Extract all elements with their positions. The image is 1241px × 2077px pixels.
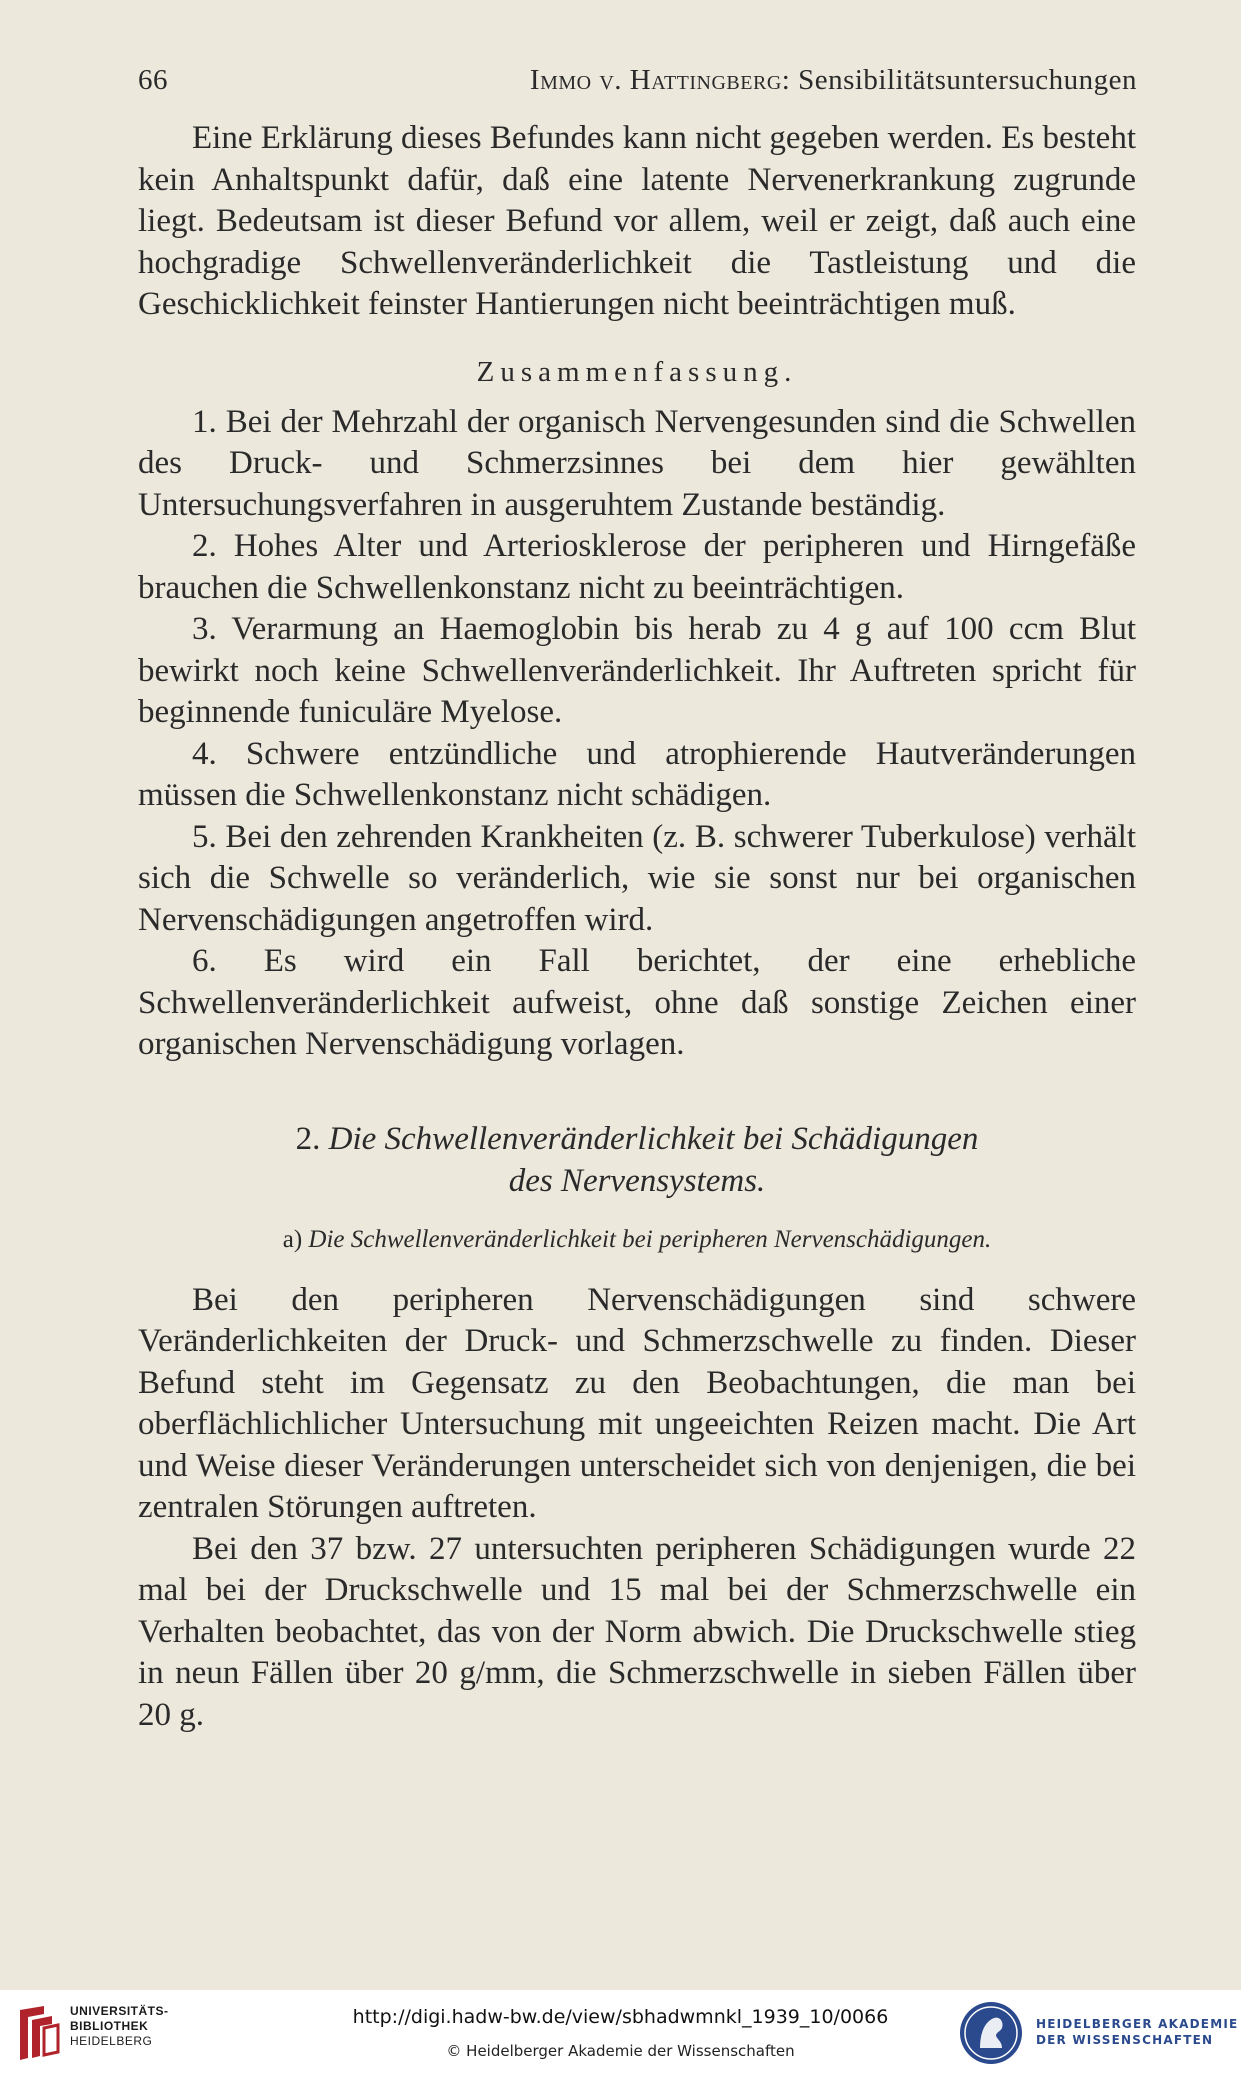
academy-name: [1036, 2016, 1238, 2048]
section-2-title-line2: des Nervensystems.: [508, 1162, 766, 1199]
body-paragraph-2: Bei den 37 bzw. 27 untersuchten peripheren Schädigungen wurde 22 mal bei der Druckschwelle und 15 mal bei der Schmerzschwelle ein Verhalten beobachtet, das von der Norm abwich. Die Druckschwelle stieg in neun Fällen über 20 g/mm, die Schmerzschwelle in sieben Fällen über 20 g.: [138, 1530, 1136, 1733]
page-number: 66: [138, 64, 168, 96]
summary-item-6: 6. Es wird ein Fall berichtet, der eine erhebliche Schwellenveränderlichkeit aufweist, ohne daß sonstige Zeichen einer organischen Nervenschädigung vorlagen.: [138, 943, 1136, 1062]
subsection-a-label: a): [282, 1225, 303, 1253]
source-url[interactable]: http://digi.hadw-bw.de/view/sbhadwmnkl_1939_10/0066: [352, 2006, 889, 2028]
subsection-a-heading: [138, 1222, 1136, 1258]
running-header: [138, 64, 1137, 104]
academy-line-2: DER WISSENSCHAFTEN: [1036, 2033, 1214, 2047]
section-2-heading: [138, 1118, 1136, 1202]
library-line-1: UNIVERSITÄTS-: [70, 2004, 169, 2018]
summary-item-5: 5. Bei den zehrenden Krankheiten (z. B. schwerer Tuberkulose) verhält sich die Schwelle so veränderlich, wie sie sonst nur bei organischen Nervenschädigungen angetroffen wird.: [138, 818, 1136, 938]
library-line-3: HEIDELBERG: [70, 2034, 153, 2048]
header-author: Immo v. Hattingberg:: [529, 64, 791, 96]
summary-item-1: 1. Bei der Mehrzahl der organisch Nervengesunden sind die Schwellen des Druck- und Schmerzsinnes bei dem hier gewählten Untersuchungsverfahren in ausgeruhtem Zustande beständig.: [138, 403, 1136, 523]
copyright-notice: © Heidelberger Akademie der Wissenschaften: [446, 2042, 795, 2060]
section-2-number: 2.: [295, 1120, 321, 1157]
academy-seal-icon: [958, 2000, 1024, 2066]
intro-paragraph: Eine Erklärung dieses Befundes kann nicht gegeben werden. Es besteht kein Anhaltspunkt dafür, daß eine latente Nervenerkrankung zugrunde liegt. Bedeutsam ist dieser Befund vor allem, weil er zeigt, daß auch eine hochgradige Schwellenveränderlichkeit die Tastleistung und die Geschicklichkeit feinster Hantierungen nicht beeinträchtigen muß.: [138, 120, 1136, 322]
summary-item-2: 2. Hohes Alter und Arteriosklerose der peripheren und Hirngefäße brauchen die Schwellenkonstanz nicht zu beeinträchtigen.: [138, 528, 1136, 606]
library-line-2: BIBLIOTHEK: [70, 2019, 149, 2033]
summary-item-3: 3. Verarmung an Haemoglobin bis herab zu 4 g auf 100 ccm Blut bewirkt noch keine Schwellenveränderlichkeit. Ihr Auftreten spricht für beginnende funiculäre Myelose.: [138, 611, 1136, 730]
running-title: [530, 64, 1137, 97]
footer-bar: [0, 1990, 1241, 2077]
academy-line-1: HEIDELBERGER AKADEMIE: [1036, 2017, 1239, 2031]
header-title: Sensibilitätsuntersuchungen: [798, 64, 1137, 96]
summary-item-4: 4. Schwere entzündliche und atrophierende Hautveränderungen müssen die Schwellenkonstanz nicht schädigen.: [138, 735, 1136, 813]
section-2-title-line1: Die Schwellenveränderlichkeit bei Schädigungen: [328, 1120, 979, 1157]
body-paragraph-1: Bei den peripheren Nervenschädigungen sind schwere Veränderlichkeiten der Druck- und Schmerzschwelle zu finden. Dieser Befund steht im Gegensatz zu den Beobachtungen, die man bei oberflächlichlicher Untersuchung mit ungeeichten Reizen macht. Die Art und Weise dieser Veränderungen unterscheidet sich von denjenigen, die bei zentralen Störungen auftreten.: [138, 1281, 1136, 1525]
summary-heading: Zusammenfassung.: [476, 355, 798, 388]
subsection-a-title: Die Schwellenveränderlichkeit bei peripheren Nervenschädigungen.: [308, 1225, 992, 1253]
page-body: [138, 118, 1136, 1736]
